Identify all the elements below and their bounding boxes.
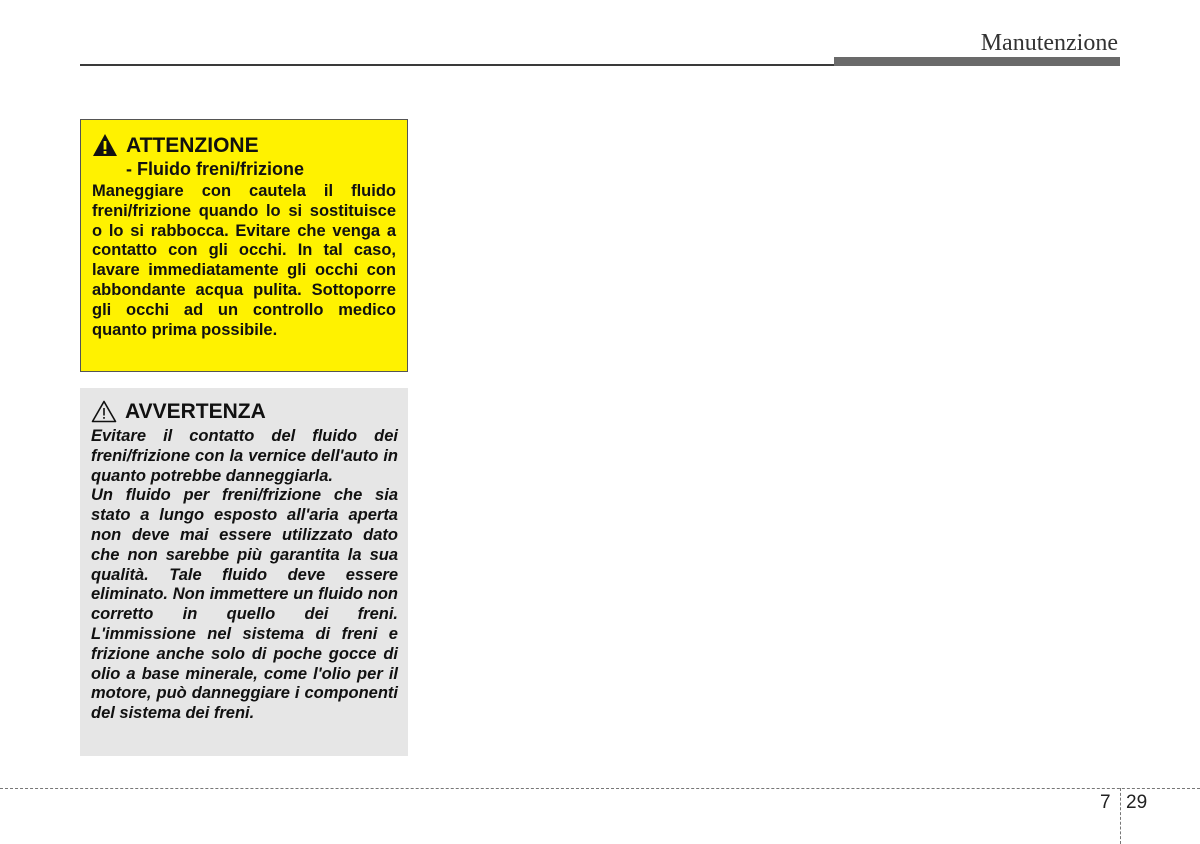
- warning-body-text: Maneggiare con cautela il fluido freni/frizione quando lo si sostituisce o lo si rabbocca. Evitare che venga a contatto con gli occhi. In tal caso, lavare immediatamente gli occhi con abbondante acqua pulita. Sottoporre gli occhi ad un controllo medico quanto prima possibile.: [92, 182, 396, 339]
- chapter-number: 7: [1100, 792, 1111, 813]
- footer-dashed-divider: [1120, 788, 1121, 844]
- caution-box: [80, 388, 408, 756]
- caution-paragraph: Evitare il contatto del fluido dei freni/frizione con la vernice dell'auto in quanto potrebbe danneggiarla.: [91, 427, 398, 485]
- caution-triangle-icon: [91, 400, 117, 423]
- warning-box: [80, 119, 408, 372]
- caution-box-header: [91, 400, 398, 424]
- header-rule: [80, 64, 836, 66]
- warning-box-heading: [126, 134, 304, 180]
- caution-paragraph: Un fluido per freni/frizione che sia stato a lungo esposto all'aria aperta non deve mai essere utilizzato dato che non sarebbe più garantita la sua qualità. Tale fluido deve essere eliminato. Non immettere un fluido non corretto in quello dei freni. L'immissione nel sistema di freni e frizione anche solo di poche gocce di olio a base minerale, come l'olio per il motore, può danneggiare i componenti del sistema dei freni.: [91, 486, 398, 723]
- warning-title: ATTENZIONE: [126, 134, 259, 157]
- caution-title: AVVERTENZA: [125, 400, 266, 423]
- page-number: 29: [1126, 792, 1148, 813]
- page-header-title: Manutenzione: [980, 30, 1118, 56]
- caution-box-heading: [125, 400, 266, 424]
- footer-dashed-rule: [0, 788, 1200, 789]
- warning-subtitle: - Fluido freni/frizione: [126, 159, 304, 179]
- warning-triangle-icon: [92, 133, 118, 157]
- caution-body: [91, 427, 398, 724]
- header-rule-accent: [834, 57, 1120, 66]
- warning-box-header: [92, 134, 396, 180]
